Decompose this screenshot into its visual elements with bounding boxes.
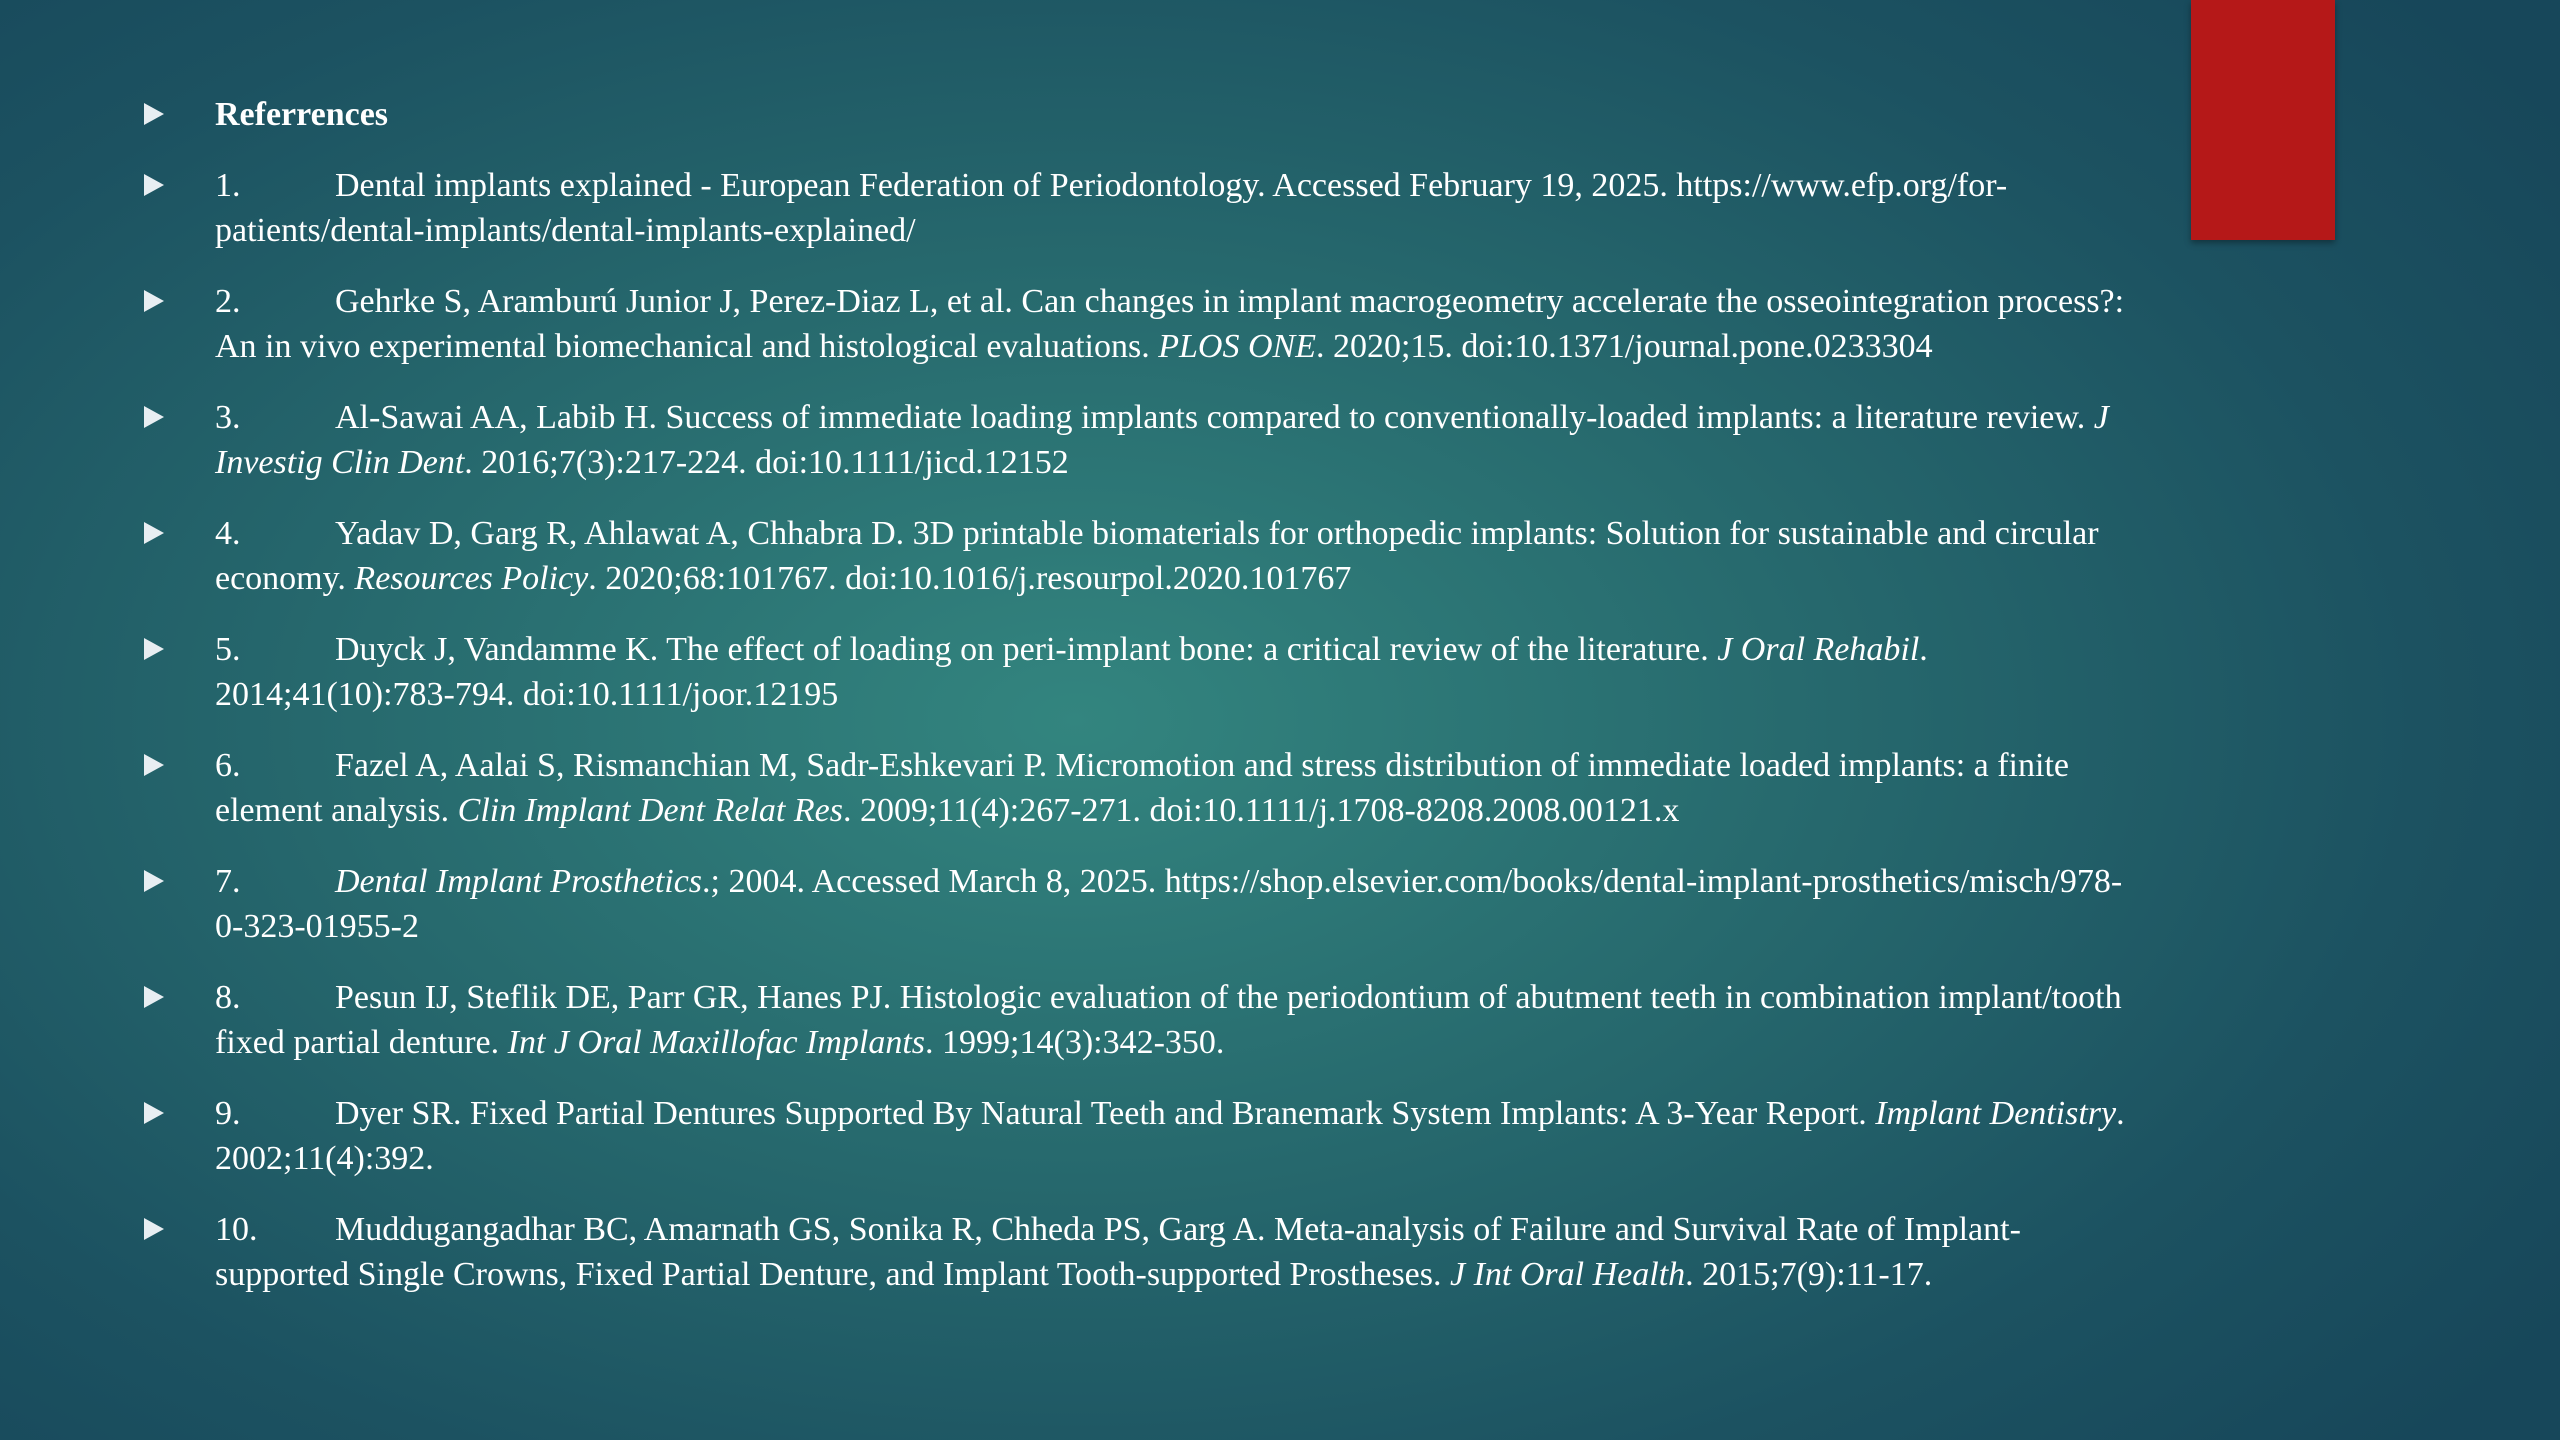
reference-item	[140, 1091, 2150, 1181]
triangle-right-icon	[144, 103, 164, 125]
reference-number: 10.	[215, 1211, 258, 1248]
slide-content	[140, 92, 2150, 1323]
reference-item	[140, 859, 2150, 949]
triangle-right-icon	[144, 174, 164, 196]
triangle-right-icon	[144, 986, 164, 1008]
reference-details: . 2009;11(4):267-271. doi:10.1111/j.1708-8208.2008.00121.x	[842, 792, 1680, 829]
reference-item	[140, 627, 2150, 717]
triangle-right-icon	[144, 1102, 164, 1124]
reference-journal: J Int Oral Health	[1450, 1256, 1686, 1293]
reference-details: . 2002;11(4):392.	[215, 1095, 2125, 1177]
reference-list	[140, 92, 2150, 137]
reference-text: Fazel A, Aalai S, Rismanchian M, Sadr-Eshkevari P. Micromotion and stress distribution of immediate loaded implants: a finite element analysis.	[215, 747, 2069, 829]
triangle-right-icon	[144, 754, 164, 776]
reference-journal: Int J Oral Maxillofac Implants	[507, 1024, 926, 1061]
reference-journal: Dental Implant Prosthetics	[335, 863, 703, 900]
reference-text: Muddugangadhar BC, Amarnath GS, Sonika R, Chheda PS, Garg A. Meta-analysis of Failure and Survival Rate of Implant-supported Single Crowns, Fixed Partial Denture, and Implant Tooth-supported Prostheses.	[215, 1211, 2021, 1293]
reference-text: Gehrke S, Aramburú Junior J, Perez-Diaz L, et al. Can changes in implant macrogeometry accelerate the osseointegration process?: An in vivo experimental biomechanical and histological evaluations.	[215, 283, 2125, 365]
reference-details: .; 2004. Accessed March 8, 2025. https://shop.elsevier.com/books/dental-implant-prosthetics/misch/978-0-323-01955-2	[215, 863, 2123, 945]
reference-journal: Clin Implant Dent Relat Res	[457, 792, 843, 829]
reference-number: 7.	[215, 863, 241, 900]
reference-number: 1.	[215, 167, 241, 204]
triangle-right-icon	[144, 638, 164, 660]
reference-details: . 2016;7(3):217-224. doi:10.1111/jicd.12152	[464, 444, 1069, 481]
reference-journal: Implant Dentistry	[1875, 1095, 2117, 1132]
reference-journal: J Oral Rehabil	[1717, 631, 1920, 668]
reference-number: 6.	[215, 747, 241, 784]
reference-journal: J Investig Clin Dent	[215, 399, 2109, 481]
reference-number: 3.	[215, 399, 241, 436]
reference-details: . 2015;7(9):11-17.	[1685, 1256, 1933, 1293]
slide-heading: Referrences	[215, 96, 389, 133]
triangle-right-icon	[144, 870, 164, 892]
reference-number: 8.	[215, 979, 241, 1016]
reference-item	[140, 743, 2150, 833]
triangle-right-icon	[144, 290, 164, 312]
reference-journal: Resources Policy	[354, 560, 589, 597]
triangle-right-icon	[144, 1218, 164, 1240]
triangle-right-icon	[144, 406, 164, 428]
reference-number: 2.	[215, 283, 241, 320]
reference-item	[140, 975, 2150, 1065]
reference-text: Yadav D, Garg R, Ahlawat A, Chhabra D. 3D printable biomaterials for orthopedic implants: Solution for sustainable and circular economy.	[215, 515, 2099, 597]
reference-number: 4.	[215, 515, 241, 552]
reference-text: Pesun IJ, Steflik DE, Parr GR, Hanes PJ. Histologic evaluation of the periodontium of abutment teeth in combination implant/tooth fixed partial denture.	[215, 979, 2122, 1061]
accent-bar	[2191, 0, 2335, 240]
reference-item	[140, 279, 2150, 369]
reference-text: Dyer SR. Fixed Partial Dentures Supported By Natural Teeth and Branemark System Implants: A 3-Year Report.	[335, 1095, 1876, 1132]
reference-item	[140, 395, 2150, 485]
reference-text: Duyck J, Vandamme K. The effect of loading on peri-implant bone: a critical review of the literature.	[335, 631, 1718, 668]
reference-details: . 2020;15. doi:10.1371/journal.pone.0233304	[1315, 328, 1933, 365]
reference-details: . 1999;14(3):342-350.	[925, 1024, 1225, 1061]
reference-details: . 2014;41(10):783-794. doi:10.1111/joor.12195	[215, 631, 1928, 713]
reference-text: Al-Sawai AA, Labib H. Success of immediate loading implants compared to conventionally-loaded implants: a literature review.	[335, 399, 2094, 436]
reference-number: 5.	[215, 631, 241, 668]
reference-details: . 2020;68:101767. doi:10.1016/j.resourpol.2020.101767	[588, 560, 1352, 597]
triangle-right-icon	[144, 522, 164, 544]
reference-item	[140, 163, 2150, 253]
reference-text: Dental implants explained - European Federation of Periodontology. Accessed February 19, 2025. https://www.efp.org/for-patients/dental-implants/dental-implants-explained/	[215, 167, 2008, 249]
reference-journal: PLOS ONE	[1158, 328, 1316, 365]
references	[140, 163, 2150, 1297]
heading-item	[140, 92, 2150, 137]
reference-number: 9.	[215, 1095, 241, 1132]
reference-item	[140, 511, 2150, 601]
reference-item	[140, 1207, 2150, 1297]
